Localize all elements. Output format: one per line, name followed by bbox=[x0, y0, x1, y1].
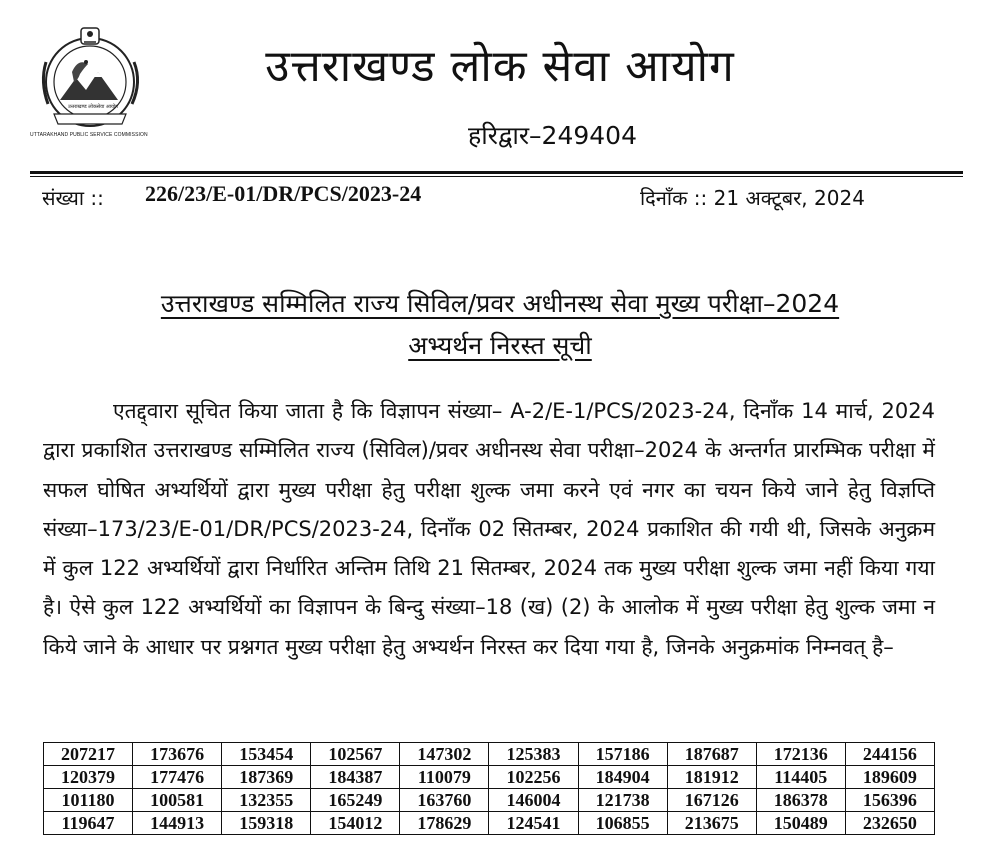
roll-number-cell: 244156 bbox=[845, 743, 934, 766]
notice-paragraph: एतद्द्वारा सूचित किया जाता है कि विज्ञापन संख्या– A-2/E-1/PCS/2023-24, दिनाँक 14 मार्च, 2024 द्वारा प्रकाशित उत्तराखण्ड सम्मिलित राज्य (सिविल)/प्रवर अधीनस्थ सेवा परीक्षा–2024 के अन्तर्गत प्रारम्भिक परीक्षा में सफल घोषित अभ्यर्थियों द्वारा मुख्य परीक्षा हेतु परीक्षा शुल्क जमा करने एवं नगर का चयन किये जाने हेतु विज्ञप्ति संख्या–173/23/E-01/DR/PCS/2023-24, दिनाँक 02 सितम्बर, 2024 प्रकाशित की गयी थी, जिसके अनुक्रम में कुल 122 अभ्यर्थियों द्वारा निर्धारित अन्तिम तिथि 21 सितम्बर, 2024 तक मुख्य परीक्षा शुल्क जमा नहीं किया गया है। ऐसे कुल 122 अभ्यर्थियों का विज्ञापन के बिन्दु संख्या–18 (ख) (2) के आलोक में मुख्य परीक्षा हेतु शुल्क जमा न किये जाने के आधार पर प्रश्नगत मुख्य परीक्षा हेतु अभ्यर्थन निरस्त कर दिया गया है, जिनके अनुक्रमांक निम्नवत् है– bbox=[43, 399, 935, 659]
roll-number-cell: 124541 bbox=[489, 812, 578, 835]
roll-number-cell: 177476 bbox=[133, 766, 222, 789]
roll-number-cell: 110079 bbox=[400, 766, 489, 789]
roll-number-cell: 181912 bbox=[667, 766, 756, 789]
roll-number-cell: 189609 bbox=[845, 766, 934, 789]
roll-number-cell: 165249 bbox=[311, 789, 400, 812]
notice-title-line1: उत्तराखण्ड सम्मिलित राज्य सिविल/प्रवर अधीनस्थ सेवा मुख्य परीक्षा–2024 bbox=[160, 289, 840, 318]
roll-number-cell: 163760 bbox=[400, 789, 489, 812]
roll-number-cell: 101180 bbox=[44, 789, 133, 812]
table-row bbox=[44, 766, 935, 789]
roll-number-cell: 167126 bbox=[667, 789, 756, 812]
roll-number-cell: 159318 bbox=[222, 812, 311, 835]
reference-label: संख्या :: bbox=[42, 186, 104, 210]
roll-number-cell: 184387 bbox=[311, 766, 400, 789]
roll-number-cell: 157186 bbox=[578, 743, 667, 766]
roll-number-cell: 213675 bbox=[667, 812, 756, 835]
roll-number-cell: 102256 bbox=[489, 766, 578, 789]
roll-number-cell: 120379 bbox=[44, 766, 133, 789]
roll-number-cell: 153454 bbox=[222, 743, 311, 766]
roll-number-cell: 100581 bbox=[133, 789, 222, 812]
date-value: 21 अक्टूबर, 2024 bbox=[713, 186, 865, 210]
notice-title-line2: अभ्यर्थन निरस्त सूची bbox=[408, 331, 592, 360]
date-label: दिनाँक :: bbox=[640, 186, 708, 210]
roll-number-cell: 156396 bbox=[845, 789, 934, 812]
table-row bbox=[44, 789, 935, 812]
logo-ring-text: उत्तराखण्ड लोकसेवा आयोग bbox=[68, 104, 118, 110]
organization-city: हरिद्वार–249404 bbox=[468, 121, 637, 150]
roll-number-cell: 150489 bbox=[756, 812, 845, 835]
roll-number-cell: 232650 bbox=[845, 812, 934, 835]
roll-number-cell: 114405 bbox=[756, 766, 845, 789]
roll-number-cell: 144913 bbox=[133, 812, 222, 835]
roll-number-cell: 146004 bbox=[489, 789, 578, 812]
roll-number-cell: 178629 bbox=[400, 812, 489, 835]
roll-number-cell: 187687 bbox=[667, 743, 756, 766]
roll-number-cell: 172136 bbox=[756, 743, 845, 766]
roll-number-cell: 106855 bbox=[578, 812, 667, 835]
roll-number-cell: 207217 bbox=[44, 743, 133, 766]
logo-caption: UTTARAKHAND PUBLIC SERVICE COMMISSION bbox=[30, 132, 148, 138]
roll-number-cell: 147302 bbox=[400, 743, 489, 766]
roll-number-cell: 102567 bbox=[311, 743, 400, 766]
roll-number-cell: 132355 bbox=[222, 789, 311, 812]
roll-number-cell: 125383 bbox=[489, 743, 578, 766]
reference-number: 226/23/E-01/DR/PCS/2023-24 bbox=[145, 181, 422, 206]
notice-title bbox=[50, 283, 950, 367]
roll-number-cell: 121738 bbox=[578, 789, 667, 812]
header-divider-thin bbox=[30, 176, 963, 177]
roll-number-table-body bbox=[44, 743, 935, 835]
table-row bbox=[44, 812, 935, 835]
roll-number-cell: 119647 bbox=[44, 812, 133, 835]
organization-name: उत्तराखण्ड लोक सेवा आयोग bbox=[265, 41, 735, 92]
header-divider bbox=[30, 171, 963, 174]
roll-number-cell: 173676 bbox=[133, 743, 222, 766]
roll-number-cell: 184904 bbox=[578, 766, 667, 789]
issue-date bbox=[640, 184, 865, 211]
roll-number-cell: 186378 bbox=[756, 789, 845, 812]
roll-number-cell: 187369 bbox=[222, 766, 311, 789]
table-row bbox=[44, 743, 935, 766]
roll-number-cell: 154012 bbox=[311, 812, 400, 835]
roll-number-table bbox=[43, 742, 935, 835]
